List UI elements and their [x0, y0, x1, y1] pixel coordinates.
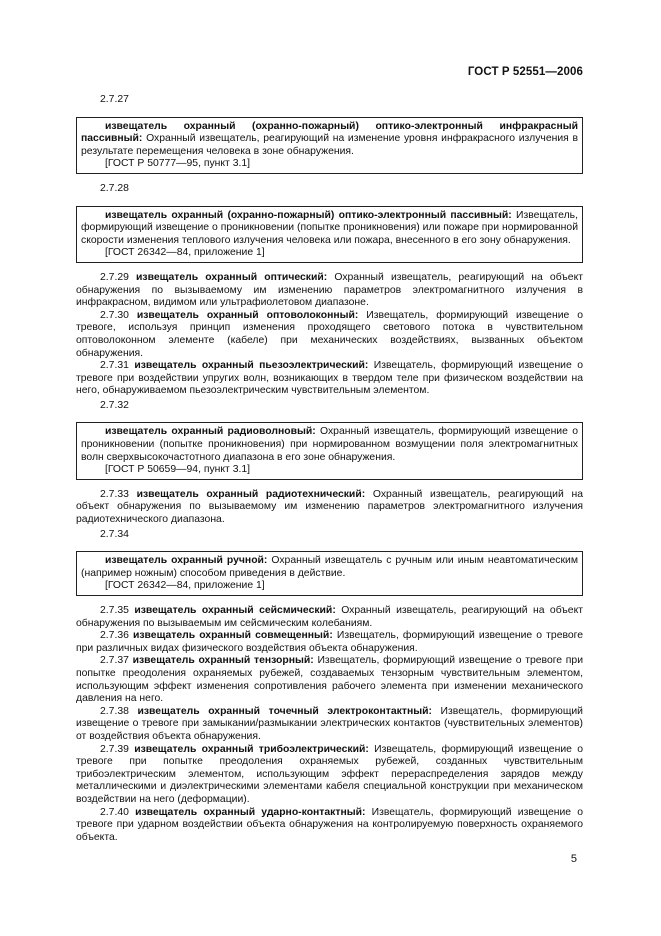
term-name: извещатель охранный радиоволновый: [105, 426, 316, 438]
term-name: извещатель охранный (охранно-пожарный) оптико-электронный пассивный: [105, 209, 512, 221]
term-reference: [ГОСТ 26342—84, приложение 1] [105, 580, 265, 592]
term-text: Охранный извещатель, реагирующий на объект обнаружения по вызываемым им сейсмическим колебаниям. [76, 605, 583, 629]
term-list [76, 605, 583, 844]
term-item [76, 605, 583, 630]
term-text: Извещатель, формирующий извещение о тревоге при ударном воздействии объекта обнаружения на контролируемую поверхность охраняемого объекта. [76, 806, 583, 843]
term-definition [81, 426, 578, 464]
section-number: 2.7.34 [100, 528, 129, 540]
document-header: ГОСТ Р 52551—2006 [467, 66, 583, 78]
term-definition-box [76, 551, 583, 596]
term-item [76, 744, 583, 807]
term-name: извещатель охранный сейсмический: [134, 605, 336, 616]
term-number: 2.7.37 [100, 655, 133, 667]
term-reference: [ГОСТ Р 50659—94, пункт 3.1] [105, 464, 251, 476]
term-item [76, 272, 583, 310]
term-text: Охранный извещатель, реагирующий на объект обнаружения по вызываемому им изменению параметров электромагнитного излучения в инфракрасном, видимом или ультрафиолетовом диапазоне. [76, 271, 583, 309]
term-text: Извещатель, формирующий извещение о тревоге, используя принцип изменения проходящего светового потока в чувствительном оптоволоконном элементе (кабеле) при механических воздействиях, вызванных объектом обнаружения. [76, 309, 583, 359]
term-name: извещатель охранный ручной: [105, 555, 268, 567]
term-number: 2.7.30 [100, 309, 137, 321]
term-number: 2.7.31 [100, 360, 135, 372]
term-name: извещатель охранный совмещенный: [133, 630, 333, 642]
term-item [76, 310, 583, 360]
term-text: Охранный извещатель, формирующий извещение о проникновении (попытке проникновения) при нормированном возмущении поля электромагнитных волн сверхвысокочастотного диапазона в его зоне обнаружения. [81, 426, 578, 463]
term-name: извещатель охранный радиотехнический: [136, 488, 366, 500]
term-name: извещатель охранный точечный электроконтактный: [137, 705, 432, 717]
term-name: извещатель охранный тензорный: [132, 655, 314, 667]
term-number: 2.7.35 [100, 605, 135, 616]
term-name: извещатель охранный оптоволоконный: [136, 309, 359, 321]
term-text: Охранный извещатель, реагирующий на объект обнаружения по вызываемому им изменению параметров электромагнитного излучения радиотехнического диапазона. [76, 488, 583, 526]
term-text: Извещатель, формирующий извещение о тревоге при замыкании/размыкании электрических контактов (чувствительных элементов) от воздействия объекта обнаружения. [76, 705, 583, 742]
term-list [76, 489, 583, 527]
term-list [76, 272, 583, 398]
term-item [76, 807, 583, 845]
term-text: Извещатель, формирующий извещение о тревоге при попытке преодоления охраняемых рубежей, создаваемых тензорным чувствительным элементом, использующим эффект изменения сопротивления рабочего элемента при изменении механического давления на него. [76, 655, 583, 705]
document-body [76, 94, 583, 846]
term-definition [81, 555, 578, 580]
term-number: 2.7.39 [100, 743, 135, 755]
term-definition-box [76, 206, 583, 263]
section-number: 2.7.27 [100, 94, 129, 105]
page-number: 5 [570, 853, 577, 865]
term-number: 2.7.38 [100, 705, 138, 717]
term-item [76, 655, 583, 705]
term-item [76, 360, 583, 398]
term-definition [81, 210, 578, 248]
term-text: Охранный извещатель с ручным или иным неавтоматическим (например ножным) способом приведения в действие. [81, 555, 578, 579]
term-definition-box [76, 117, 583, 174]
section-number: 2.7.28 [100, 182, 129, 194]
term-number: 2.7.33 [100, 488, 137, 500]
term-name: извещатель охранный пьезоэлектрический: [134, 360, 369, 372]
term-item [76, 630, 583, 655]
term-text: Извещатель, формирующий извещение о тревоге при различных видах физического воздействия объекта обнаружения. [76, 630, 583, 654]
term-text: Извещатель, формирующий извещение о тревоге при попытке преодоления охраняемых рубежей, созданных чувствительным трибоэлектрическим элементом, использующим эффект перераспределения зарядов между металлическими и диэлектрическими элементами кабеля специальной конструкции при механическом воздействии на него (деформации). [76, 743, 583, 805]
term-item [76, 706, 583, 744]
term-name: извещатель охранный ударно-контактный: [135, 806, 366, 818]
term-name: извещатель охранный трибоэлектрический: [134, 743, 369, 755]
term-name: извещатель охранный (охранно-пожарный) оптико-электронный инфракрасный пассивный: [81, 120, 578, 145]
term-number: 2.7.40 [100, 806, 136, 818]
section-number: 2.7.32 [100, 399, 129, 411]
term-text: Извещатель, формирующий извещение о тревоге при воздействии упругих волн, возникающих в твердом теле при физическом воздействии на него, обнаруживаемом пьезоэлектрическим чувствительным элементом. [76, 360, 583, 397]
term-definition [81, 121, 578, 159]
term-reference: [ГОСТ Р 50777—95, пункт 3.1] [105, 158, 251, 170]
term-reference: [ГОСТ 26342—84, приложение 1] [105, 247, 265, 259]
term-text: Извещатель, формирующий извещение о проникновении (попытке проникновения) или пожаре при нормированной скорости изменения теплового излучения человека или пожара, внесенного в его зону обнаружения. [81, 209, 578, 246]
term-item [76, 489, 583, 527]
term-definition-box [76, 422, 583, 479]
term-number: 2.7.29 [100, 271, 137, 283]
term-number: 2.7.36 [100, 630, 133, 642]
term-text: Охранный извещатель, реагирующий на изменение уровня инфракрасного излучения в результате перемещения человека в зоне обнаружения. [81, 133, 578, 157]
term-name: извещатель охранный оптический: [136, 271, 328, 283]
